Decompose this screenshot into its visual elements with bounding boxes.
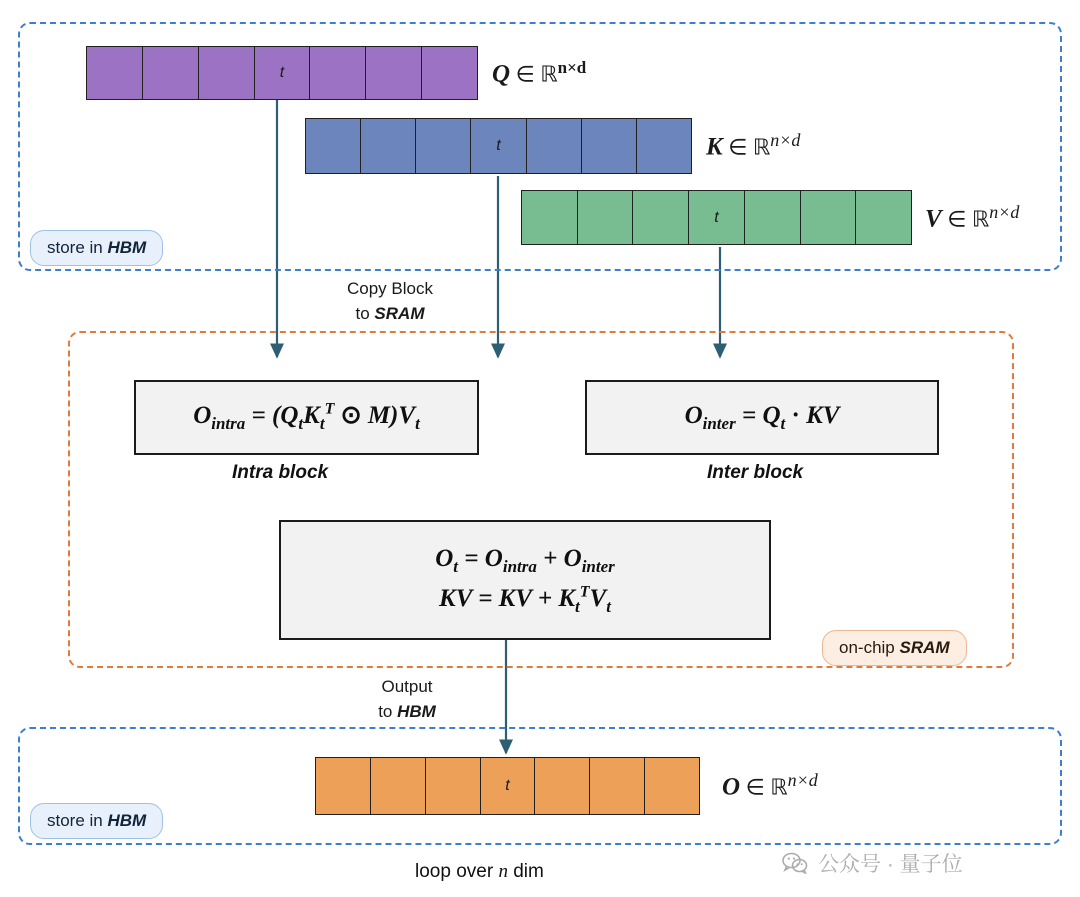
tensor-label-k-membership: ∈ ℝ — [728, 134, 771, 160]
tensor-cell — [745, 191, 801, 244]
tensor-cell — [578, 191, 634, 244]
formula-box-combine — [279, 520, 771, 640]
formula-box-intra — [134, 380, 479, 455]
wechat-icon — [782, 852, 808, 874]
tensor-label-q-membership: ∈ ℝ — [515, 61, 558, 87]
flow-label-output-line1: Output — [381, 677, 433, 696]
tensor-cell-marked-v: t — [689, 191, 745, 244]
tensor-cell — [316, 758, 371, 814]
tensor-cell — [306, 119, 361, 173]
tensor-cell-marked-k: t — [471, 119, 526, 173]
tensor-cell — [361, 119, 416, 173]
tensor-cell — [87, 47, 143, 99]
tensor-cell — [143, 47, 199, 99]
tensor-label-v — [925, 202, 1019, 233]
region-label-hbm-top-strong: HBM — [107, 238, 147, 257]
caption-inter-block: Inter block — [707, 462, 804, 483]
tensor-cell — [422, 47, 477, 99]
tensor-label-k-dims: n×d — [770, 130, 801, 150]
formula-combine-line1: $O_t = O_{intra} + O_{inter}$ — [435, 544, 615, 576]
tensor-label-v-var: V — [925, 205, 942, 233]
tensor-cell — [366, 47, 422, 99]
region-label-hbm-top-prefix: store in — [47, 238, 108, 257]
tensor-cell — [310, 47, 366, 99]
tensor-cell — [590, 758, 645, 814]
tensor-label-q-dims: n×d — [557, 58, 587, 77]
tensor-cell — [416, 119, 471, 173]
loop-label-suffix: dim — [507, 861, 544, 882]
tensor-cell — [801, 191, 857, 244]
flow-label-copy-line1: Copy Block — [347, 279, 433, 298]
tensor-label-q — [492, 58, 586, 88]
tensor-label-q-var: Q — [492, 60, 511, 88]
flow-label-output-prefix: to — [378, 701, 398, 721]
tensor-cell — [645, 758, 699, 814]
watermark-text: 公众号 · 量子位 — [818, 853, 963, 876]
flow-label-copy-line2 — [330, 302, 450, 327]
flow-label-output — [352, 675, 462, 724]
tensor-cell — [199, 47, 255, 99]
tensor-strip-o — [315, 757, 700, 815]
region-label-sram — [822, 630, 967, 666]
region-label-sram-strong: SRAM — [899, 638, 950, 657]
tensor-cell — [637, 119, 691, 173]
tensor-label-o-dims: n×d — [787, 770, 818, 790]
loop-label-prefix: loop over — [415, 861, 499, 882]
region-label-sram-prefix: on-chip — [839, 638, 900, 657]
tensor-label-o — [722, 770, 818, 801]
tensor-label-o-var: O — [722, 773, 741, 801]
flow-label-copy-prefix: to — [355, 303, 375, 323]
tensor-strip-k — [305, 118, 692, 174]
tensor-cell — [371, 758, 426, 814]
region-label-hbm-bottom-strong: HBM — [107, 811, 147, 830]
formula-box-inter — [585, 380, 939, 455]
loop-label-var: n — [498, 861, 508, 882]
tensor-cell-marked-o: t — [481, 758, 536, 814]
tensor-cell — [582, 119, 637, 173]
loop-label — [415, 861, 544, 883]
region-label-hbm-top — [30, 230, 163, 266]
tensor-label-k — [706, 130, 800, 161]
watermark — [782, 848, 963, 878]
formula-intra-expr: $O_{intra} = (Q_tK_t^T$ ⊙ $M)V_t$ — [193, 401, 420, 434]
region-label-hbm-bottom-prefix: store in — [47, 811, 108, 830]
flow-label-output-strong: HBM — [397, 701, 436, 721]
tensor-label-o-membership: ∈ ℝ — [745, 774, 788, 800]
tensor-cell — [522, 191, 578, 244]
tensor-label-v-membership: ∈ ℝ — [947, 206, 990, 232]
flow-label-copy — [330, 277, 450, 326]
formula-inter-expr: $O_{inter} = Q_t$ · KV — [684, 402, 840, 434]
tensor-cell-marked-q: t — [255, 47, 311, 99]
tensor-cell — [426, 758, 481, 814]
tensor-cell — [535, 758, 590, 814]
tensor-cell — [527, 119, 582, 173]
tensor-label-v-dims: n×d — [989, 202, 1020, 222]
tensor-cell — [856, 191, 911, 244]
region-label-hbm-bottom — [30, 803, 163, 839]
tensor-cell — [633, 191, 689, 244]
tensor-strip-v — [521, 190, 912, 245]
tensor-strip-q — [86, 46, 478, 100]
flow-label-output-line2 — [352, 700, 462, 725]
tensor-label-k-var: K — [706, 133, 723, 161]
flow-label-copy-strong: SRAM — [374, 303, 425, 323]
formula-combine-line2: KV = KV + $K_t^TV_t$ — [439, 583, 611, 616]
caption-intra-block: Intra block — [232, 462, 329, 483]
